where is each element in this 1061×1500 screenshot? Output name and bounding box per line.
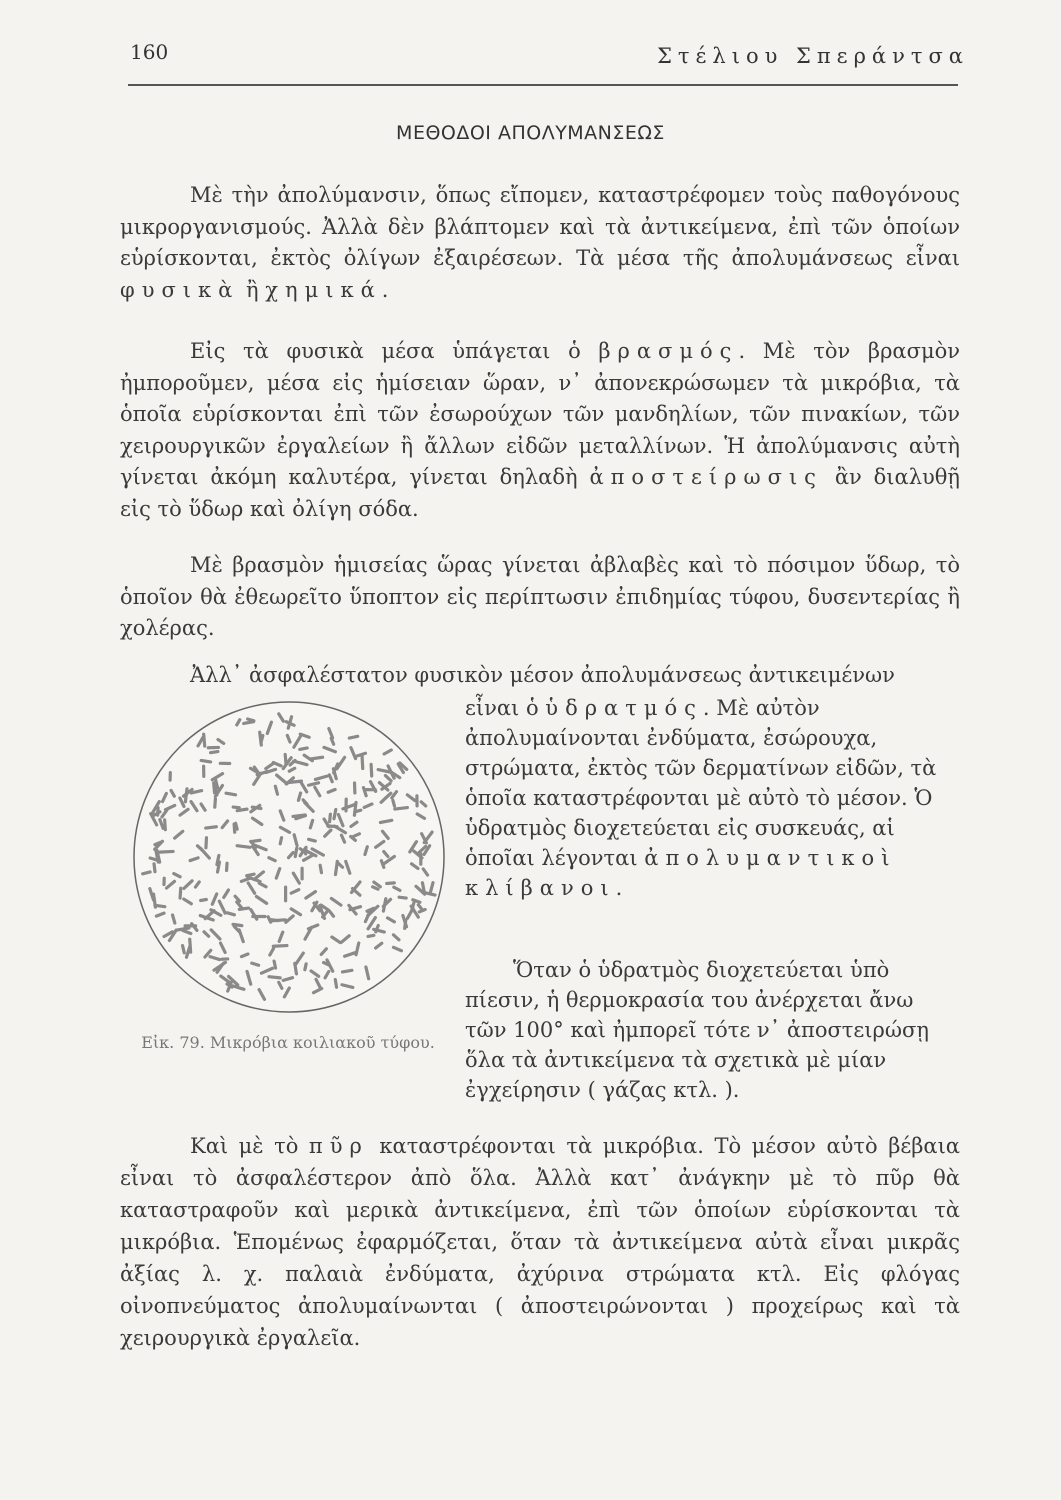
paragraph-2-text-b: . Μὲ τὸν βρασμὸν ἠμποροῦμεν, μέσα εἰς ἡμίσειαν ὥραν, ν᾽ ἀπονεκρώσωμεν τὰ μικρόβια, τὰ ὁποῖα εὑρίσκονται ἐπὶ τῶν ἐσωρούχων τῶν μανδηλίων, τῶν πινακίων, τῶν χειρουργικῶν ἐργαλείων ἢ ἄλλων εἰδῶν μεταλλίνων. Ἡ ἀπολύμανσις αὐτὴ γίνεται ἀκόμη καλυτέρα, γίνεται δηλαδὴ (120, 339, 960, 489)
running-head: Στέλιου Σπεράντσα (657, 44, 969, 68)
paragraph-4-spaced-b: ἀπολυμαντικοὶ κλίβανοι (465, 846, 897, 900)
bacillus (202, 765, 205, 778)
bacillus (219, 762, 232, 765)
paragraph-6 (120, 1130, 960, 1354)
paragraph-1-spaced-b: χημικά (265, 277, 382, 302)
paragraph-4-side-text (465, 693, 959, 903)
paragraph-1-text-a: Μὲ τὴν ἀπολύμανσιν, ὅπως εἴπομεν, καταστρέφομεν τοὺς παθογόνους μικροργανισμούς. Ἀλλὰ δὲν βλάπτομεν καὶ τὰ ἀντικείμενα, ἐπὶ τῶν ὁποίων εὑρίσκονται, ἐκτὸς ὀλίγων ἐξαιρέσεων. Τὰ μέσα τῆς ἀπολυμάνσεως εἶναι (120, 183, 960, 270)
paragraph-2 (120, 336, 960, 525)
paragraph-4-text-b: . Μὲ αὐτὸν ἀπολυμαίνονται ἐνδύματα, ἐσώρουχα, στρώματα, ἐκτὸς τῶν δερματίνων εἰδῶν, τὰ ὁποῖα καταστρέφονται μὲ αὐτὸ τὸ μέσον. Ὁ ὑδρατμὸς διοχετεύεται εἰς συσκευάς, αἱ ὁποῖαι λέγονται (465, 696, 937, 870)
bacillus (162, 877, 166, 887)
paragraph-1-text-c: . (381, 277, 389, 302)
paragraph-4-text-a: εἶναι ὁ (465, 696, 546, 720)
paragraph-1-spaced-a: φυσικὰ (120, 277, 240, 302)
paragraph-6-text-b: καταστρέφονται τὰ μικρόβια. Τὸ μέσον αὐτὸ βέβαια εἶναι τὸ ἀσφαλέστερον ἀπὸ ὅλα. Ἀλλὰ κατ᾽ ἀνάγκην μὲ τὸ πῦρ θὰ καταστραφοῦν καὶ μερικὰ ἀντικείμενα, ἐπὶ τῶν ὁποίων εὑρίσκονται τὰ μικρόβια. Ἑπομένως ἐφαρμόζεται, ὅταν τὰ ἀντικείμενα αὐτὰ εἶναι μικρᾶς ἀξίας λ. χ. παλαιὰ ἐνδύματα, ἀχύρινα στρώματα κτλ. Εἰς φλόγας οἰνοπνεύματος ἀπολυμαίνωνται ( ἀποστειρώνονται ) προχείρως καὶ τὰ χειρουργικὰ ἐργαλεῖα. (120, 1134, 960, 1350)
bacillus (251, 915, 266, 918)
paragraph-6-spaced-a: πῦρ (308, 1134, 369, 1158)
paragraph-1-text-b: ἢ (239, 277, 266, 302)
microscope-field-illustration (130, 698, 448, 1016)
paragraph-4-first-line: Ἀλλ᾽ ἀσφαλέστατον φυσικὸν μέσον ἀπολυμάνσεως ἀντικειμένων (190, 663, 895, 687)
paragraph-2-text-c: ἂν διαλυθῇ εἰς τὸ ὕδωρ καὶ ὀλίγη σόδα. (120, 465, 960, 521)
bacillus (353, 781, 357, 794)
paragraph-2-spaced-a: βρασμός (598, 339, 739, 363)
paragraph-6-text-a: Καὶ μὲ τὸ (190, 1134, 309, 1158)
paragraph-4-text-c: . (615, 876, 623, 900)
bacillus (364, 788, 376, 791)
figure-typhoid-bacteria (130, 698, 448, 1020)
bacillus (220, 957, 229, 961)
figure-caption: Εἰκ. 79. Μικρόβια κοιλιακοῦ τύφου. (141, 1033, 435, 1052)
bacillus (301, 867, 304, 881)
bacillus (344, 797, 347, 812)
page-number: 160 (130, 40, 169, 64)
paragraph-3: Μὲ βρασμὸν ἡμισείας ὥρας γίνεται ἀβλαβὲς καὶ τὸ πόσιμον ὕδωρ, τὸ ὁποῖον θὰ ἐθεωρεῖτο ὕποπτον εἰς περίπτωσιν ἐπιδημίας τύφου, δυσεντερίας ἢ χολέρας. (120, 553, 960, 640)
bacillus (207, 746, 221, 750)
paragraph-1 (120, 180, 960, 306)
section-title: ΜΕΘΟΔΟΙ ΑΠΟΛΥΜΑΝΣΕΩΣ (396, 122, 665, 144)
bacillus (156, 806, 160, 817)
bacillus (284, 886, 287, 903)
header-rule (128, 84, 958, 86)
bacillus (168, 771, 172, 782)
paragraph-2-spaced-b: ἀποστείρωσις (589, 465, 823, 489)
paragraph-2-text-a: Εἰς τὰ φυσικὰ μέσα ὑπάγεται ὁ (190, 339, 599, 363)
paragraph-5: Ὅταν ὁ ὑδρατμὸς διοχετεύεται ὑπὸ πίεσιν, ἡ θερμοκρασία του ἀνέρχεται ἄνω τῶν 100° καὶ ἠμπορεῖ τότε ν᾽ ἀποστειρώσῃ ὅλα τὰ ἀντικείμενα τὰ σχετικὰ μὲ μίαν ἐγχείρησιν ( γάζας κτλ. ). (465, 958, 929, 1102)
paragraph-4-spaced-a: ὑδρατμός (545, 696, 703, 720)
